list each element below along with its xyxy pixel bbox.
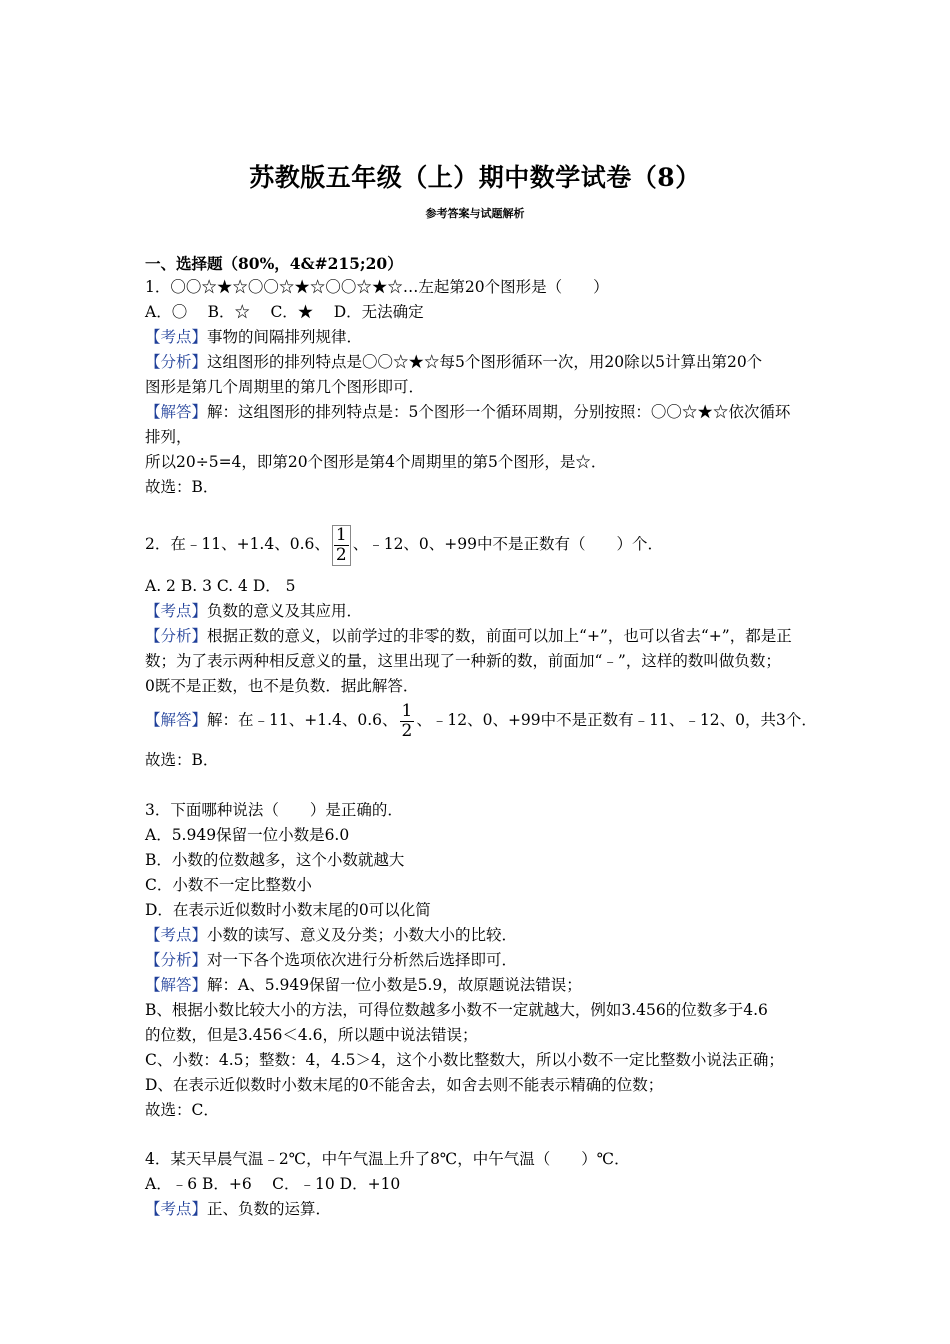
q3-kaodian [145,925,517,945]
page-subtitle: 参考答案与试题解析 [425,207,525,220]
jieda-tag: 【解答】 [145,976,208,994]
q1-fenxi [145,352,762,372]
q3-jieda-d: D、在表示近似数时小数末尾的0不能舍去，如舍去则不能表示精确的位数； [145,1076,664,1094]
fraction-denominator: 2 [335,544,347,565]
fraction-numerator: 1 [335,524,347,545]
q1-fenxi-text: 这组图形的排列特点是〇〇☆★☆每5个图形循环一次，用20除以5计算出第20个 [207,353,763,371]
q1-kaodian [145,327,362,347]
fraction-one-half [332,525,351,566]
kaodian-tag: 【考点】 [145,328,208,346]
page-title: 苏教版五年级（上）期中数学试卷（8） [249,163,701,192]
q3-stem: 3．下面哪种说法（ ）是正确的． [145,801,403,819]
q3-jieda [145,975,582,995]
q2-fenxi-cont2: 0既不是正数，也不是负数．据此解答． [145,677,419,695]
kaodian-tag: 【考点】 [145,1200,208,1218]
q1-kaodian-text: 事物的间隔排列规律． [207,328,363,346]
jieda-tag: 【解答】 [145,711,208,729]
q1-jieda-cont: 排列， [145,428,192,446]
section-heading: 一、选择题（80%，4&#215;20） [145,254,403,273]
q3-option-c: C．小数不一定比整数小 [145,876,312,894]
fenxi-tag: 【分析】 [145,627,208,645]
q2-fenxi [145,626,792,646]
q2-stem-text-b: 、﹣12、0、+99中不是正数有（ ）个． [352,535,663,553]
q3-option-d: D．在表示近似数时小数末尾的0可以化简 [145,901,431,919]
q2-stem [145,522,663,566]
fraction-one-half [400,702,415,741]
q1-jieda-cont2: 所以20÷5=4，即第20个图形是第4个周期里的第5个图形，是☆． [145,453,607,471]
q3-jieda-b-cont: 的位数，但是3.456＜4.6，所以题中说法错误； [145,1026,478,1044]
jieda-tag: 【解答】 [145,403,208,421]
q1-stem: 1．〇〇☆★☆〇〇☆★☆〇〇☆★☆…左起第20个图形是（ ） [145,278,609,296]
q2-jieda [145,698,817,742]
q3-kaodian-text: 小数的读写、意义及分类；小数大小的比较． [207,926,518,944]
q2-fenxi-cont: 数；为了表示两种相反意义的量，这里出现了一种新的数，前面加“﹣”，这样的数叫做负数； [145,652,781,670]
fraction-denominator: 2 [401,720,413,741]
q2-kaodian [145,601,362,621]
q4-stem: 4．某天早晨气温﹣2℃，中午气温上升了8℃，中午气温（ ）℃． [145,1150,630,1168]
q2-options: A. 2 B. 3 C. 4 D． 5 [145,577,296,595]
q1-jieda [145,402,790,422]
fenxi-tag: 【分析】 [145,951,208,969]
q3-fenxi [145,950,517,970]
q3-answer: 故选：C． [145,1101,219,1119]
q1-fenxi-cont: 图形是第几个周期里的第几个图形即可． [145,378,425,396]
fenxi-tag: 【分析】 [145,353,208,371]
q2-answer: 故选：B． [145,751,219,769]
q3-jieda-c: C、小数：4.5；整数：4，4.5＞4，这个小数比整数大，所以小数不一定比整数小说法正确； [145,1051,784,1069]
kaodian-tag: 【考点】 [145,602,208,620]
q2-kaodian-text: 负数的意义及其应用． [207,602,363,620]
q2-fenxi-text: 根据正数的意义，以前学过的非零的数，前面可以加上“+”，也可以省去“+”，都是正 [207,627,792,645]
q2-jieda-text-a: 解：在﹣11、+1.4、0.6、 [207,711,398,729]
q3-jieda-text: 解：A、5.949保留一位小数是5.9，故原题说法错误； [207,976,582,994]
q4-kaodian-text: 正、负数的运算． [207,1200,332,1218]
q1-options: A．〇 B．☆ C．★ D．无法确定 [145,303,424,321]
q3-jieda-b: B、根据小数比较大小的方法，可得位数越多小数不一定就越大，例如3.456的位数多于4.6 [145,1001,768,1019]
q2-jieda-text-b: 、﹣12、0、+99中不是正数有﹣11、﹣12、0，共3个． [416,711,817,729]
kaodian-tag: 【考点】 [145,926,208,944]
q3-option-b: B．小数的位数越多，这个小数就越大 [145,851,405,869]
q1-jieda-text: 解：这组图形的排列特点是：5个图形一个循环周期，分别按照：〇〇☆★☆依次循环 [207,403,791,421]
q3-fenxi-text: 对一下各个选项依次进行分析然后选择即可． [207,951,518,969]
q2-stem-text-a: 2．在﹣11、+1.4、0.6、 [145,535,330,553]
q3-option-a: A．5.949保留一位小数是6.0 [145,826,350,844]
q1-answer: 故选：B． [145,478,219,496]
q4-options: A．﹣6 B．+6 C．﹣10 D．+10 [145,1175,401,1193]
fraction-numerator: 1 [401,700,413,721]
q4-kaodian [145,1199,331,1219]
